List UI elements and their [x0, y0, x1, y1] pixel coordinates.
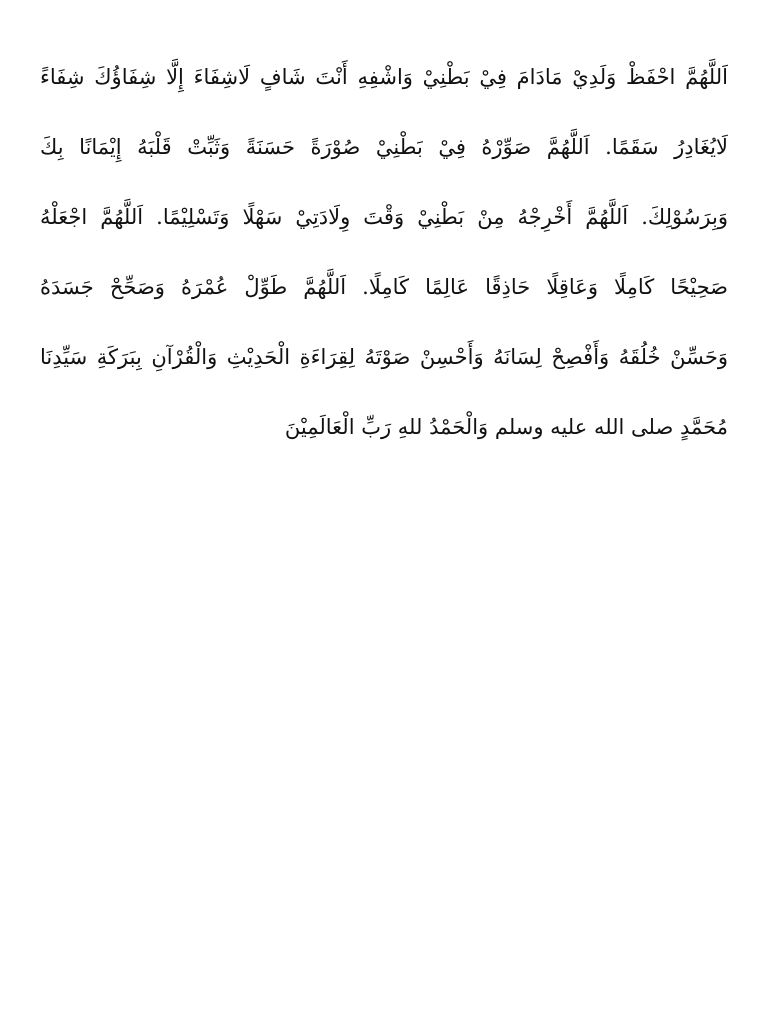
text-line-3: وَبِرَسُوْلِكَ. اَللَّهُمَّ أَخْرِجْهُ مِنْ بَطْنِيْ وَقْتَ وِلَادَتِيْ سَهْلًا وَتَسْلِيْمًا. اَللَّهُمَّ اجْعَلْهُ — [40, 205, 728, 229]
text-line-4: صَحِيْحًا كَامِلًا وَعَاقِلًا حَاذِقًا عَالِمًا كَامِلًا. اَللَّهُمَّ طَوِّلْ عُمْرَهُ وَصَحِّحْ جَسَدَهُ — [40, 275, 728, 299]
text-line-2: لَايُغَادِرُ سَقَمًا. اَللَّهُمَّ صَوِّرْهُ فِيْ بَطْنِيْ صُوْرَةً حَسَنَةً وَثَبِّتْ قَلْبَهُ إِيْمَانًا بِكَ — [40, 135, 728, 159]
text-line-1: اَللَّهُمَّ احْفَظْ وَلَدِيْ مَادَامَ فِيْ بَطْنِيْ وَاشْفِهِ أَنْتَ شَافٍ لَاشِفَاءَ إِلَّا شِفَاؤُكَ شِفَاءً — [40, 65, 728, 89]
text-line-5: وَحَسِّنْ خُلُقَهُ وَأَفْصِحْ لِسَانَهُ وَأَحْسِنْ صَوْتَهُ لِقِرَاءَةِ الْحَدِيْثِ وَالْقُرْآنِ بِبَرَكَةِ سَيِّدِنَا — [40, 345, 728, 369]
text-line-6: مُحَمَّدٍ صلى الله عليه وسلم وَالْحَمْدُ للهِ رَبِّ الْعَالَمِيْنَ — [284, 415, 728, 439]
prayer-paragraph — [40, 42, 728, 462]
